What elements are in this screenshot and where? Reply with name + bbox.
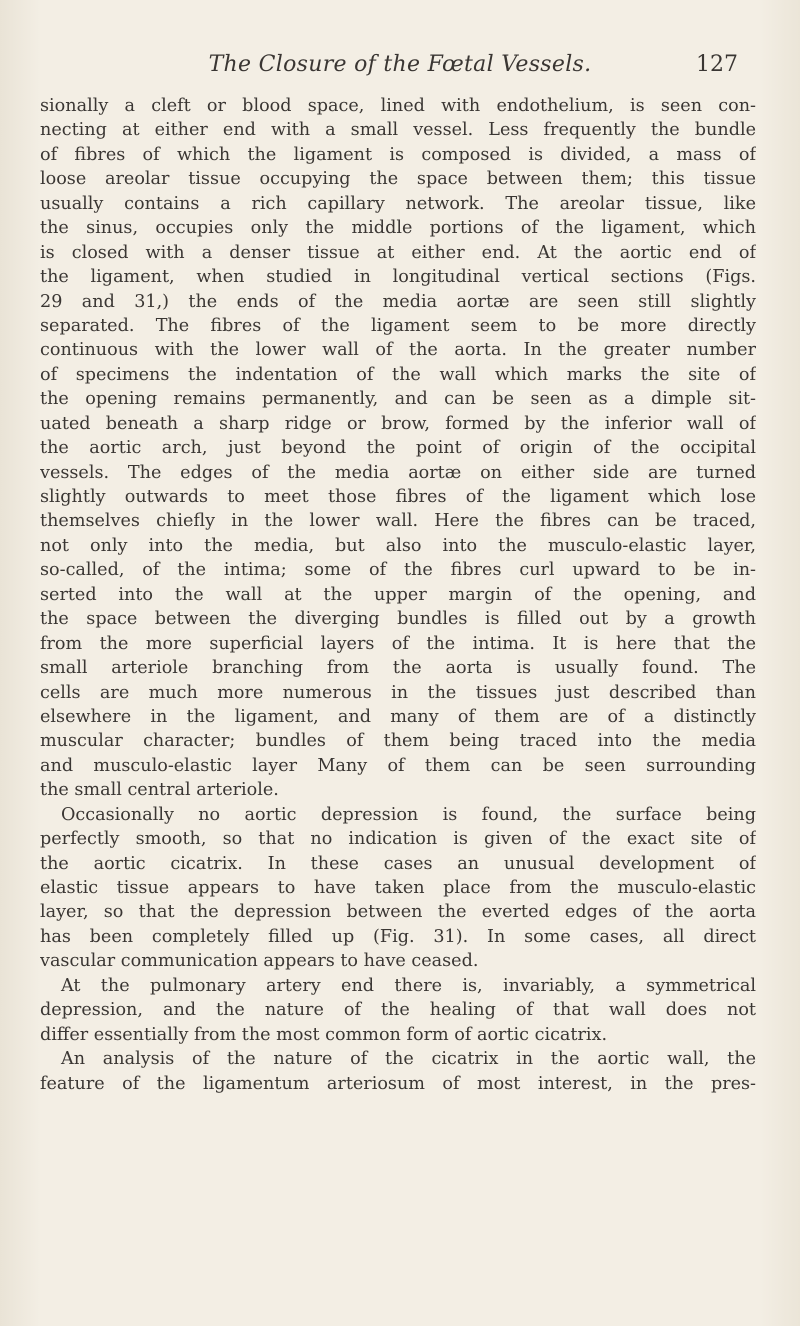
text-line: loose areolar tissue occupying the space between them; this tissue bbox=[40, 169, 756, 190]
text-line: differ essentially from the most common form of aortic cicatrix. bbox=[40, 1024, 608, 1045]
text-line: slightly outwards to meet those fibres of the ligament which lose bbox=[40, 487, 756, 507]
text-line: cells are much more numerous in the tissues just described than bbox=[40, 682, 756, 703]
text-line: the aortic arch, just beyond the point of origin of the occipital bbox=[40, 438, 756, 459]
text-line: At the pulmonary artery end there is, invariably, a symmetrical bbox=[61, 975, 756, 996]
text-line: sionally a cleft or blood space, lined with endothelium, is seen con- bbox=[40, 96, 756, 116]
text-line: the aortic cicatrix. In these cases an unusual development of bbox=[40, 853, 756, 874]
text-line: serted into the wall at the upper margin of the opening, and bbox=[40, 584, 756, 605]
text-line: depression, and the nature of the healing of that wall does not bbox=[40, 1000, 756, 1021]
text-line: of specimens the indentation of the wall which marks the site of bbox=[40, 364, 756, 385]
text-line: layer, so that the depression between the everted edges of the aorta bbox=[40, 902, 756, 923]
running-title: The Closure of the Fœtal Vessels. bbox=[208, 52, 592, 77]
page-number: 127 bbox=[696, 52, 738, 77]
paragraph bbox=[40, 803, 756, 974]
text-line: vessels. The edges of the media aortæ on either side are turned bbox=[40, 462, 756, 483]
running-head bbox=[0, 50, 800, 80]
text-line: the sinus, occupies only the middle portions of the ligament, which bbox=[40, 218, 756, 239]
text-line: the ligament, when studied in longitudinal vertical sections (Figs. bbox=[40, 267, 756, 288]
text-line: so-called, of the intima; some of the fibres curl upward to be in- bbox=[40, 560, 756, 581]
text-line: from the more superficial layers of the intima. It is here that the bbox=[40, 633, 756, 654]
text-line: and musculo-elastic layer Many of them can be seen surrounding bbox=[40, 755, 756, 776]
text-line: An analysis of the nature of the cicatrix in the aortic wall, the bbox=[61, 1049, 756, 1070]
text-line: is closed with a denser tissue at either end. At the aortic end of bbox=[40, 242, 756, 263]
text-line: continuous with the lower wall of the aorta. In the greater number bbox=[40, 340, 756, 361]
text-line: of fibres of which the ligament is composed is divided, a mass of bbox=[40, 144, 756, 165]
text-line: elsewhere in the ligament, and many of them are of a distinctly bbox=[40, 706, 756, 727]
text-line: vascular communication appears to have ceased. bbox=[40, 951, 479, 972]
text-line: separated. The fibres of the ligament seem to be more directly bbox=[40, 315, 756, 336]
body-text bbox=[40, 94, 756, 1096]
text-line: the opening remains permanently, and can be seen as a dimple sit- bbox=[40, 389, 756, 410]
text-line: small arteriole branching from the aorta is usually found. The bbox=[40, 658, 756, 679]
paragraph bbox=[40, 94, 756, 803]
text-line: 29 and 31,) the ends of the media aortæ are seen still slightly bbox=[40, 291, 756, 312]
paragraph bbox=[40, 1047, 756, 1096]
text-line: perfectly smooth, so that no indication is given of the exact site of bbox=[40, 829, 756, 850]
paragraph bbox=[40, 974, 756, 1047]
text-line: muscular character; bundles of them being traced into the media bbox=[40, 731, 756, 752]
text-line: themselves chiefly in the lower wall. Here the fibres can be traced, bbox=[40, 511, 756, 532]
text-line: necting at either end with a small vessel. Less frequently the bundle bbox=[40, 120, 756, 141]
text-line: uated beneath a sharp ridge or brow, formed by the inferior wall of bbox=[40, 413, 756, 434]
text-line: the small central arteriole. bbox=[40, 780, 279, 801]
text-line: usually contains a rich capillary network. The areolar tissue, like bbox=[40, 193, 756, 214]
text-line: Occasionally no aortic depression is found, the surface being bbox=[61, 804, 756, 825]
text-line: elastic tissue appears to have taken place from the musculo-elastic bbox=[40, 878, 756, 898]
text-line: has been completely filled up (Fig. 31). In some cases, all direct bbox=[40, 926, 756, 947]
text-line: not only into the media, but also into the musculo-elastic layer, bbox=[40, 535, 756, 556]
text-line: the space between the diverging bundles is filled out by a growth bbox=[40, 609, 756, 630]
text-line: feature of the ligamentum arteriosum of most interest, in the pres- bbox=[40, 1073, 756, 1094]
